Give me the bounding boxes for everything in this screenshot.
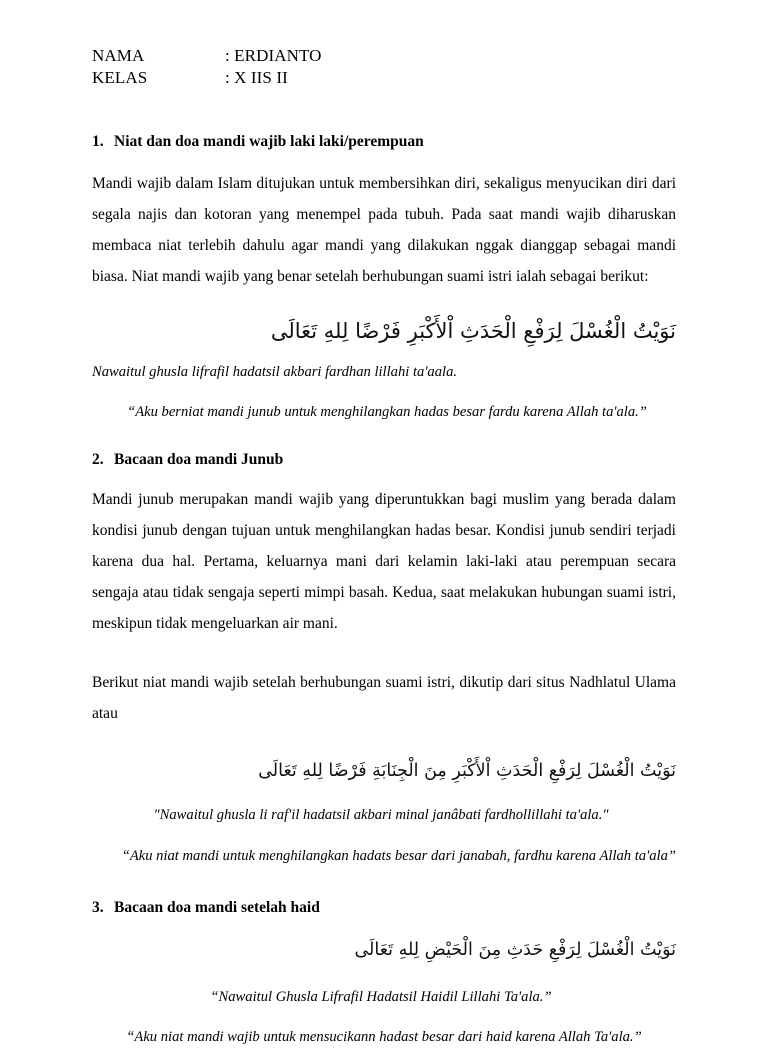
identity-label-kelas: KELAS: [92, 68, 148, 87]
section-heading-3: [92, 898, 676, 918]
identity-row-kelas: [92, 67, 676, 89]
section-title-2: Bacaan doa mandi Junub: [114, 451, 284, 468]
section-1-transliteration: Nawaitul ghusla lifrafil hadatsil akbari fardhan lillahi ta'aala.: [92, 364, 458, 380]
section-title-3: Bacaan doa mandi setelah haid: [114, 899, 320, 916]
identity-value-nama: : ERDIANTO: [225, 46, 322, 65]
identity-label-nama: NAMA: [92, 46, 145, 65]
section-1-translation: “Aku berniat mandi junub untuk menghilangkan hadas besar fardu karena Allah ta'ala.”: [127, 404, 647, 420]
section-2-transliteration: "Nawaitul ghusla li raf'il hadatsil akbari minal janâbati fardhollillahi ta'ala.": [153, 807, 609, 823]
section-number-3: 3.: [92, 899, 104, 916]
section-2-arabic-text: نَوَيْتُ الْغُسْلَ لِرَفْعِ الْحَدَثِ اْلأَكْبَرِ مِنَ الْجِنَابَةِ فَرْضًا لِلهِ تَعَالَى: [258, 761, 676, 781]
identity-value-kelas: : X IIS II: [225, 68, 288, 87]
section-heading-2: [92, 450, 676, 470]
section-heading-1: [92, 132, 676, 152]
section-2-paragraph-1: Mandi junub merupakan mandi wajib yang diperuntukkan bagi muslim yang berada dalam kondisi junub dengan tujuan untuk menghilangkan hadas besar. Kondisi junub sendiri terjadi karena dua hal. Pertama, keluarnya mani dari kelamin laki-laki atau perempuan secara sengaja atau tidak sengaja seperti mimpi basah. Kedua, saat melakukan hubungan suami istri, meskipun tidak mengeluarkan air mani.: [92, 491, 676, 632]
section-1-arabic-text: نَوَيْتُ الْغُسْلَ لِرَفْعِ الْحَدَثِ اْلأَكْبَرِ فَرْضًا لِلهِ تَعَالَى: [270, 319, 676, 343]
identity-block: [92, 45, 676, 89]
section-2-translation: “Aku niat mandi untuk menghilangkan hadats besar dari janabah, fardhu karena Allah ta'ala”: [121, 848, 676, 864]
section-number-1: 1.: [92, 133, 104, 150]
section-number-2: 2.: [92, 451, 104, 468]
section-1-paragraph-1: Mandi wajib dalam Islam ditujukan untuk membersihkan diri, sekaligus menyucikan diri dari segala najis dan kotoran yang menempel pada tubuh. Pada saat mandi wajib diharuskan membaca niat terlebih dahulu agar mandi yang dilakukan nggak dianggap sebagai mandi biasa. Niat mandi wajib yang benar setelah berhubungan suami istri ialah sebagai berikut:: [92, 175, 676, 285]
document-content: [92, 45, 676, 1048]
section-3-transliteration: “Nawaitul Ghusla Lifrafil Hadatsil Haidil Lillahi Ta'ala.”: [210, 989, 552, 1005]
identity-row-nama: [92, 45, 676, 67]
section-3-translation: “Aku niat mandi wajib untuk mensucikann hadast besar dari haid karena Allah Ta'ala.”: [126, 1029, 642, 1045]
section-2-paragraph-2: Berikut niat mandi wajib setelah berhubungan suami istri, dikutip dari situs Nadhlatul Ulama atau: [92, 674, 676, 722]
section-3-arabic-text: نَوَيْتُ الْغُسْلَ لِرَفْعِ حَدَثِ مِنَ الْحَيْضِ لِلهِ تَعَالَى: [354, 940, 676, 960]
section-title-1: Niat dan doa mandi wajib laki laki/perempuan: [114, 133, 424, 150]
